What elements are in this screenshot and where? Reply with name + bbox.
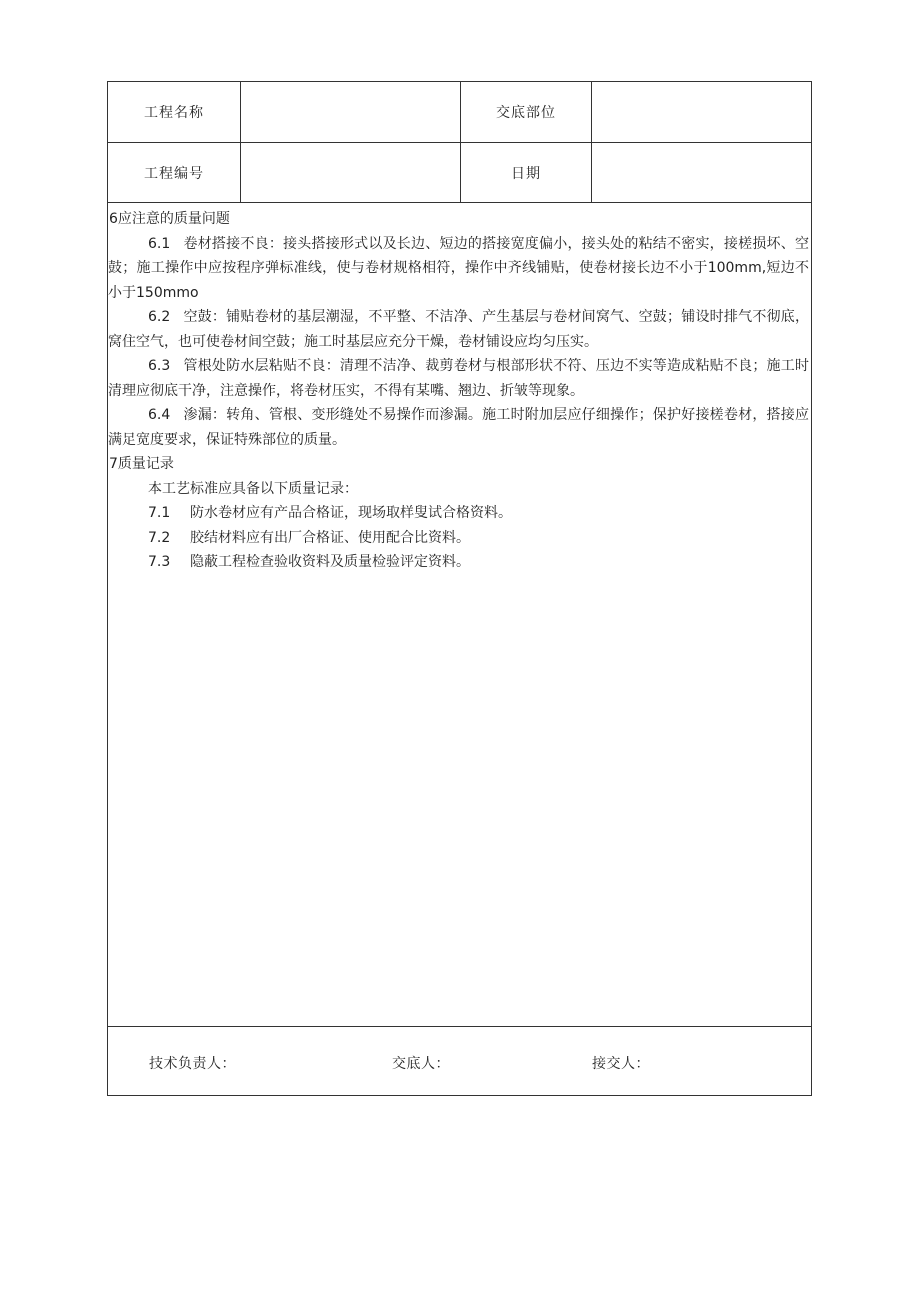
technical-disclosure-form bbox=[107, 81, 812, 1096]
item-number: 7.2 bbox=[148, 529, 171, 546]
project-no-value[interactable] bbox=[241, 143, 460, 202]
section-6-item bbox=[108, 403, 811, 452]
item-number: 7.1 bbox=[148, 505, 171, 521]
item-number: 7.3 bbox=[148, 554, 171, 570]
receiver-signature-label: 接交人： bbox=[592, 1056, 650, 1072]
item-text: 隐蔽工程检查验收资料及质量检验评定资料。 bbox=[190, 554, 470, 570]
section-6-item bbox=[108, 354, 811, 403]
disclosure-content bbox=[108, 202, 811, 575]
item-text: 卷材搭接不良：接头搭接形式以及长边、短边的搭接宽度偏小，接头处的粘结不密实，接槎损坏、空鼓；施工操作中应按程序弹标准线，使与卷材规格相符，操作中齐线铺贴，使卷材接长边不小于100mm,短边不小于150mmo bbox=[108, 235, 809, 301]
handover-part-value[interactable] bbox=[592, 82, 811, 142]
project-no-label: 工程编号 bbox=[144, 165, 204, 182]
signature-footer bbox=[108, 1026, 811, 1096]
tech-lead-signature-label: 技术负责人： bbox=[149, 1056, 236, 1072]
section-7-heading: 7质量记录 bbox=[109, 456, 174, 472]
section-7-intro: 本工艺标准应具备以下质量记录： bbox=[148, 480, 358, 497]
item-text: 管根处防水层粘贴不良：清理不洁净、裁剪卷材与根部形状不符、压边不实等造成粘贴不良；施工时清理应彻底干净，注意操作，将卷材压实，不得有某嘴、翘边、折皱等现象。 bbox=[108, 358, 809, 399]
item-number: 6.1 bbox=[148, 235, 171, 252]
item-text: 胶结材料应有出厂合格证、使用配合比资料。 bbox=[190, 529, 470, 546]
section-7-item bbox=[108, 526, 811, 551]
item-text: 渗漏：转角、管根、变形缝处不易操作而渗漏。施工时附加层应仔细操作；保护好接槎卷材，搭接应满足宽度要求，保证特殊部位的质量。 bbox=[108, 407, 809, 448]
project-name-value[interactable] bbox=[241, 82, 460, 142]
section-6-item bbox=[108, 305, 811, 354]
date-label: 日期 bbox=[511, 165, 541, 182]
item-number: 6.4 bbox=[148, 407, 171, 423]
project-name-label: 工程名称 bbox=[144, 105, 204, 121]
date-value[interactable] bbox=[592, 143, 811, 202]
item-text: 防水卷材应有产品合格证，现场取样叟试合格资料。 bbox=[190, 505, 512, 521]
item-text: 空鼓：铺贴卷材的基层潮湿，不平整、不洁净、产生基层与卷材间窝气、空鼓；铺设时排气不彻底，窝住空气，也可使卷材间空鼓；施工时基层应充分干燥，卷材铺设应均匀压实。 bbox=[108, 309, 809, 350]
section-7-item bbox=[108, 501, 811, 526]
item-number: 6.3 bbox=[148, 358, 171, 374]
handover-part-label: 交底部位 bbox=[496, 105, 556, 121]
section-6-item bbox=[108, 232, 811, 306]
section-7-item bbox=[108, 550, 811, 575]
discloser-signature-label: 交底人： bbox=[392, 1056, 450, 1072]
section-6-heading: 6应注意的质量问题 bbox=[109, 211, 230, 227]
item-number: 6.2 bbox=[148, 309, 171, 325]
